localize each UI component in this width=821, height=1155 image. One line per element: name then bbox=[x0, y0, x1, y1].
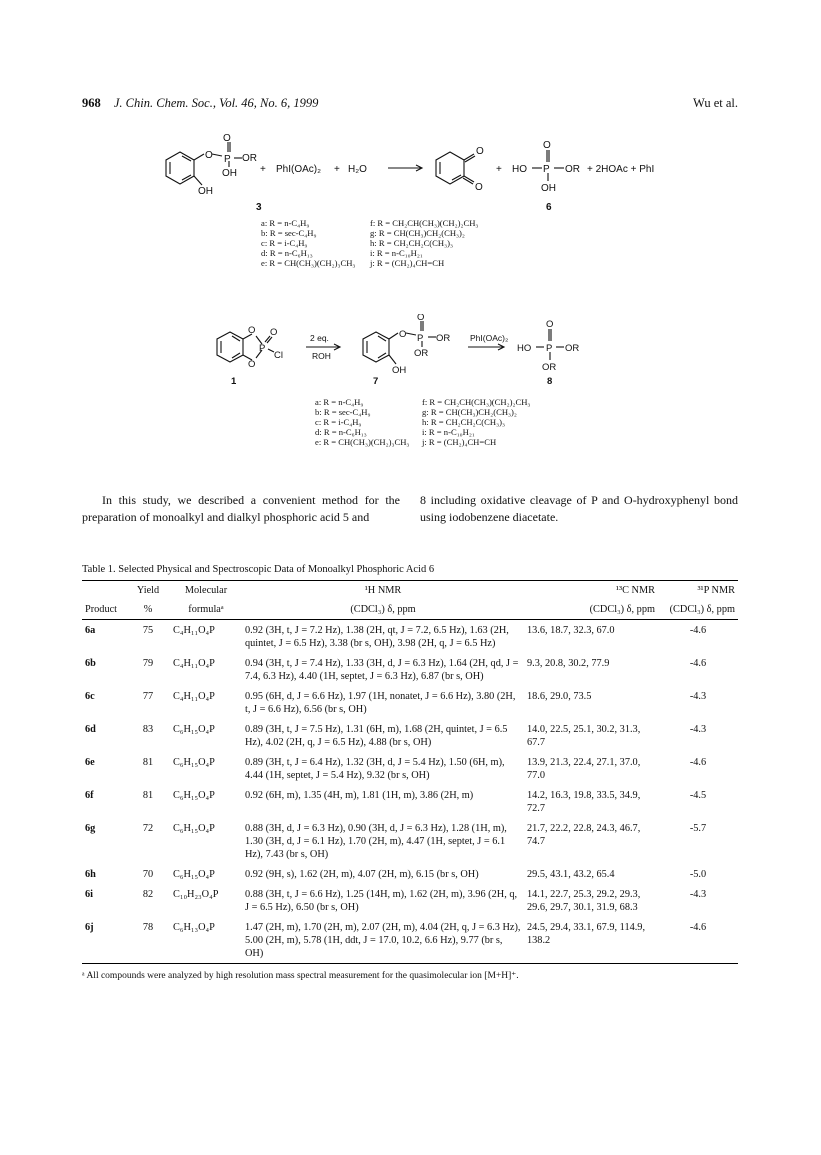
substituent-item: i: R = n-C₁₀H₂₁ bbox=[422, 427, 475, 437]
table-row bbox=[82, 620, 738, 654]
data-table bbox=[82, 580, 738, 964]
header-h-nmr: ¹H NMR bbox=[242, 581, 524, 601]
table-row bbox=[82, 752, 738, 785]
compound-number: 6 bbox=[546, 202, 552, 213]
substituent-item: j: R = (CH₂)₄CH=CH bbox=[370, 258, 445, 268]
cell-formula: C₄H₁₁O₄P bbox=[173, 658, 215, 669]
table-row bbox=[82, 719, 738, 752]
compound-number: 1 bbox=[231, 376, 237, 387]
header-p-nmr: ³¹P NMR bbox=[658, 581, 738, 601]
reagent-label: H₂O bbox=[348, 164, 367, 175]
substituent-item: d: R = n-C₆H₁₃ bbox=[315, 427, 367, 437]
body-text-left: In this study, we described a convenient method for the preparation of monoalkyl and dialkyl phosphoric acid 5 and bbox=[82, 493, 400, 524]
cell-formula: C₆H₁₅O₄P bbox=[173, 823, 215, 834]
atom-label: O bbox=[543, 140, 551, 151]
cell-formula: C₆H₁₅O₄P bbox=[173, 757, 215, 768]
table-header-row bbox=[82, 600, 738, 620]
substituent-item: d: R = n-C₆H₁₃ bbox=[261, 248, 313, 258]
product-extra: + 2HOAc + PhI bbox=[587, 164, 655, 175]
cell-p-nmr: -4.6 bbox=[689, 658, 707, 669]
cell-c-nmr: 14.0, 22.5, 25.1, 30.2, 31.3, 67.7 bbox=[527, 724, 641, 748]
reaction-plus: + bbox=[260, 164, 266, 175]
atom-label: O bbox=[476, 146, 484, 157]
cell-h-nmr: 0.92 (9H, s), 1.62 (2H, m), 4.07 (2H, m), 6.15 (br s, OH) bbox=[245, 869, 479, 880]
substituent-item: h: R = CH₂CH₂C(CH₃)₃ bbox=[370, 238, 453, 248]
cell-formula: C₆H₁₅O₄P bbox=[173, 724, 215, 735]
header-c-nmr-sub: (CDCl₃) δ, ppm bbox=[524, 600, 658, 620]
cell-product: 6j bbox=[82, 917, 126, 964]
atom-label: O bbox=[270, 327, 278, 338]
scheme-1-substituents-left bbox=[261, 218, 355, 268]
cell-yield: 78 bbox=[126, 917, 170, 964]
cell-product: 6f bbox=[85, 790, 94, 801]
cell-p-nmr: -5.0 bbox=[689, 869, 707, 880]
cell-p-nmr: -4.6 bbox=[689, 757, 707, 768]
cell-product: 6b bbox=[85, 658, 96, 669]
cell-p-nmr: -4.3 bbox=[689, 889, 707, 900]
cell-product: 6i bbox=[85, 889, 94, 900]
atom-label: HO bbox=[517, 343, 532, 354]
cell-product: 6a bbox=[85, 625, 96, 636]
atom-label: P bbox=[546, 343, 553, 354]
cell-yield: 70 bbox=[142, 869, 154, 880]
atom-label: O bbox=[546, 319, 554, 330]
atom-label: OH bbox=[392, 365, 407, 376]
journal-citation: J. Chin. Chem. Soc., Vol. 46, No. 6, 1999 bbox=[113, 96, 319, 110]
reagent-label: 2 eq. bbox=[310, 333, 329, 343]
atom-label: P bbox=[417, 333, 424, 344]
cell-c-nmr: 9.3, 20.8, 30.2, 77.9 bbox=[527, 658, 610, 669]
table-row bbox=[82, 785, 738, 818]
substituent-item: f: R = CH₂CH(CH₃)(CH₂)₂CH₃ bbox=[370, 218, 479, 228]
cell-formula: C₆H₁₅O₄P bbox=[173, 790, 215, 801]
header-product bbox=[82, 581, 126, 601]
cell-product: 6h bbox=[85, 869, 96, 880]
cell-h-nmr: 1.47 (2H, m), 1.70 (2H, m), 2.07 (2H, m), 4.04 (2H, q, J = 6.3 Hz), 5.00 (2H, m), 5.78 (1H, ddt, J = 17.0, 10.2, 6.6 Hz), 9.77 (br s, OH) bbox=[242, 917, 524, 964]
header-formula-sub: formulaᵃ bbox=[170, 600, 242, 620]
compound-number: 3 bbox=[256, 202, 262, 213]
table-header-row bbox=[82, 581, 738, 601]
cell-product: 6g bbox=[85, 823, 96, 834]
cell-yield: 77 bbox=[142, 691, 154, 702]
cell-h-nmr: 0.92 (6H, m), 1.35 (4H, m), 1.81 (1H, m), 3.86 (2H, m) bbox=[245, 790, 474, 801]
atom-label: P bbox=[224, 154, 231, 165]
header-c-nmr: ¹³C NMR bbox=[524, 581, 658, 601]
compound-number: 7 bbox=[373, 376, 379, 387]
body-text-right: 8 including oxidative cleavage of P and O-hydroxyphenyl bond using iodobenzene diacetate. bbox=[420, 493, 738, 524]
cell-product: 6c bbox=[85, 691, 95, 702]
atom-label: O bbox=[248, 359, 256, 370]
atom-label: Cl bbox=[274, 350, 283, 361]
cell-formula: C₄H₁₁O₄P bbox=[173, 691, 215, 702]
substituent-item: g: R = CH(CH₃)CH₂(CH₃)₂ bbox=[370, 228, 465, 238]
atom-label: OH bbox=[222, 168, 237, 179]
cell-h-nmr: 0.92 (3H, t, J = 7.2 Hz), 1.38 (2H, qt, J = 7.2, 6.5 Hz), 1.63 (2H, quintet, J = 6.5 Hz), 3.38 (br s, OH), 3.98 (2H, q, J = 6.5 Hz) bbox=[245, 625, 509, 649]
header-yield-unit: % bbox=[126, 600, 170, 620]
running-header bbox=[82, 96, 738, 111]
cell-formula: C₆H₁₅O₄P bbox=[173, 869, 215, 880]
table-row bbox=[82, 686, 738, 719]
cell-p-nmr: -4.3 bbox=[689, 691, 707, 702]
cell-h-nmr: 0.94 (3H, t, J = 7.4 Hz), 1.33 (3H, d, J = 6.3 Hz), 1.64 (2H, qd, J = 7.4, 6.3 Hz), 4.40 (1H, septet, J = 6.3 Hz), 6.87 (br s, OH) bbox=[245, 658, 519, 682]
cell-yield: 82 bbox=[142, 889, 154, 900]
cell-yield: 75 bbox=[142, 625, 154, 636]
cell-formula: C₄H₁₁O₄P bbox=[173, 625, 215, 636]
cell-h-nmr: 0.88 (3H, d, J = 6.3 Hz), 0.90 (3H, d, J = 6.3 Hz), 1.28 (1H, m), 1.30 (3H, d, J = 6.1 Hz), 1.70 (2H, m), 4.47 (1H, septet, J = 6.1 Hz), 7.43 (br s, OH) bbox=[245, 823, 507, 860]
atom-label: P bbox=[259, 343, 266, 354]
cell-yield: 83 bbox=[142, 724, 154, 735]
header-p-nmr-sub: (CDCl₃) δ, ppm bbox=[658, 600, 738, 620]
atom-label: O bbox=[205, 150, 213, 161]
reaction-plus: + bbox=[334, 164, 340, 175]
scheme-1-substituents-right bbox=[370, 218, 478, 268]
atom-label: OH bbox=[541, 183, 556, 194]
header-product-label: Product bbox=[82, 600, 126, 620]
substituent-item: i: R = n-C₁₀H₂₁ bbox=[370, 248, 423, 258]
scheme-2-substituents-right bbox=[422, 397, 530, 447]
header-h-nmr-sub: (CDCl₃) δ, ppm bbox=[242, 600, 524, 620]
cell-c-nmr: 14.1, 22.7, 25.3, 29.2, 29.3, 29.6, 29.7, 30.1, 31.9, 68.3 bbox=[527, 889, 641, 913]
reagent-label: PhI(OAc)₂ bbox=[276, 164, 321, 175]
cell-p-nmr: -4.6 bbox=[658, 917, 738, 964]
table-row bbox=[82, 653, 738, 686]
atom-label: OH bbox=[198, 186, 213, 197]
substituent-item: c: R = i-C₄H₉ bbox=[261, 238, 308, 248]
cell-c-nmr: 29.5, 43.1, 43.2, 65.4 bbox=[527, 869, 615, 880]
cell-formula: C₆H₁₃O₄P bbox=[170, 917, 242, 964]
header-formula: Molecular bbox=[170, 581, 242, 601]
cell-c-nmr: 21.7, 22.2, 22.8, 24.3, 46.7, 74.7 bbox=[527, 823, 641, 847]
substituent-item: e: R = CH(CH₃)(CH₂)₃CH₃ bbox=[261, 258, 356, 268]
table-row bbox=[82, 864, 738, 884]
cell-formula: C₁₀H₂₃O₄P bbox=[173, 889, 219, 900]
cell-c-nmr: 14.2, 16.3, 19.8, 33.5, 34.9, 72.7 bbox=[527, 790, 641, 814]
atom-label: O bbox=[417, 314, 425, 323]
atom-label: OR bbox=[565, 164, 580, 175]
compound-number: 8 bbox=[547, 376, 553, 387]
atom-label: HO bbox=[512, 164, 527, 175]
author-line: Wu et al. bbox=[693, 96, 738, 110]
cell-p-nmr: -4.6 bbox=[689, 625, 707, 636]
atom-label: O bbox=[223, 133, 231, 144]
atom-label: OR bbox=[436, 333, 451, 344]
atom-label: OR bbox=[565, 343, 580, 354]
table-footnote: ᵃ All compounds were analyzed by high resolution mass spectral measurement for the quasimolecular ion [M+H]⁺. bbox=[82, 971, 519, 981]
substituent-item: f: R = CH₂CH(CH₃)(CH₂)₂CH₃ bbox=[422, 397, 531, 407]
substituent-item: j: R = (CH₂)₄CH=CH bbox=[422, 437, 497, 447]
cell-p-nmr: -5.7 bbox=[689, 823, 707, 834]
substituent-item: a: R = n-C₄H₉ bbox=[315, 397, 364, 407]
table-row bbox=[82, 917, 738, 964]
substituent-item: c: R = i-C₄H₉ bbox=[315, 417, 362, 427]
substituent-item: e: R = CH(CH₃)(CH₂)₃CH₃ bbox=[315, 437, 410, 447]
header-yield: Yield bbox=[126, 581, 170, 601]
scheme-2-substituents-left bbox=[315, 397, 409, 447]
atom-label: OR bbox=[414, 348, 429, 359]
reagent-label: PhI(OAc)₂ bbox=[470, 333, 509, 343]
cell-c-nmr: 24.5, 29.4, 33.1, 67.9, 114.9, 138.2 bbox=[524, 917, 658, 964]
reaction-plus: + bbox=[496, 164, 502, 175]
cell-c-nmr: 13.6, 18.7, 32.3, 67.0 bbox=[527, 625, 615, 636]
cell-c-nmr: 18.6, 29.0, 73.5 bbox=[527, 691, 592, 702]
cell-product: 6e bbox=[85, 757, 95, 768]
substituent-item: g: R = CH(CH₃)CH₂(CH₃)₂ bbox=[422, 407, 517, 417]
page-number: 968 bbox=[82, 96, 101, 110]
atom-label: O bbox=[399, 329, 407, 340]
cell-h-nmr: 0.89 (3H, t, J = 6.4 Hz), 1.32 (3H, d, J = 5.4 Hz), 1.50 (6H, m), 4.44 (1H, septet, J = 5.4 Hz), 9.32 (br s, OH) bbox=[245, 757, 505, 781]
cell-h-nmr: 0.89 (3H, t, J = 7.5 Hz), 1.31 (6H, m), 1.68 (2H, quintet, J = 6.5 Hz), 4.02 (2H, q, J = 6.5 Hz), 4.88 (br s, OH) bbox=[245, 724, 508, 748]
substituent-item: b: R = sec-C₄H₉ bbox=[261, 228, 317, 238]
cell-product: 6d bbox=[85, 724, 96, 735]
table-row bbox=[82, 818, 738, 864]
substituent-item: b: R = sec-C₄H₉ bbox=[315, 407, 371, 417]
cell-h-nmr: 0.95 (6H, d, J = 6.6 Hz), 1.97 (1H, nonatet, J = 6.6 Hz), 3.80 (2H, t, J = 6.6 Hz), 6.56 (br s, OH) bbox=[245, 691, 516, 715]
scheme-2-reaction bbox=[210, 314, 590, 390]
substituent-item: h: R = CH₂CH₂C(CH₃)₃ bbox=[422, 417, 505, 427]
atom-label: OR bbox=[242, 153, 257, 164]
cell-p-nmr: -4.3 bbox=[689, 724, 707, 735]
cell-yield: 72 bbox=[142, 823, 154, 834]
cell-p-nmr: -4.5 bbox=[689, 790, 707, 801]
substituent-item: a: R = n-C₄H₉ bbox=[261, 218, 310, 228]
cell-yield: 79 bbox=[142, 658, 154, 669]
scheme-1-reaction bbox=[150, 128, 690, 220]
reagent-label: ROH bbox=[312, 351, 331, 361]
cell-c-nmr: 13.9, 21.3, 22.4, 27.1, 37.0, 77.0 bbox=[527, 757, 641, 781]
table-row bbox=[82, 884, 738, 917]
atom-label: O bbox=[248, 325, 256, 336]
atom-label: O bbox=[475, 182, 483, 193]
cell-h-nmr: 0.88 (3H, t, J = 6.6 Hz), 1.25 (14H, m), 1.62 (2H, m), 3.96 (2H, q, J = 6.5 Hz), 6.50 (br s, OH) bbox=[245, 889, 518, 913]
atom-label: OR bbox=[542, 362, 557, 373]
cell-yield: 81 bbox=[142, 757, 154, 768]
table-caption: Table 1. Selected Physical and Spectroscopic Data of Monoalkyl Phosphoric Acid 6 bbox=[82, 564, 435, 575]
cell-yield: 81 bbox=[142, 790, 154, 801]
atom-label: P bbox=[543, 164, 550, 175]
